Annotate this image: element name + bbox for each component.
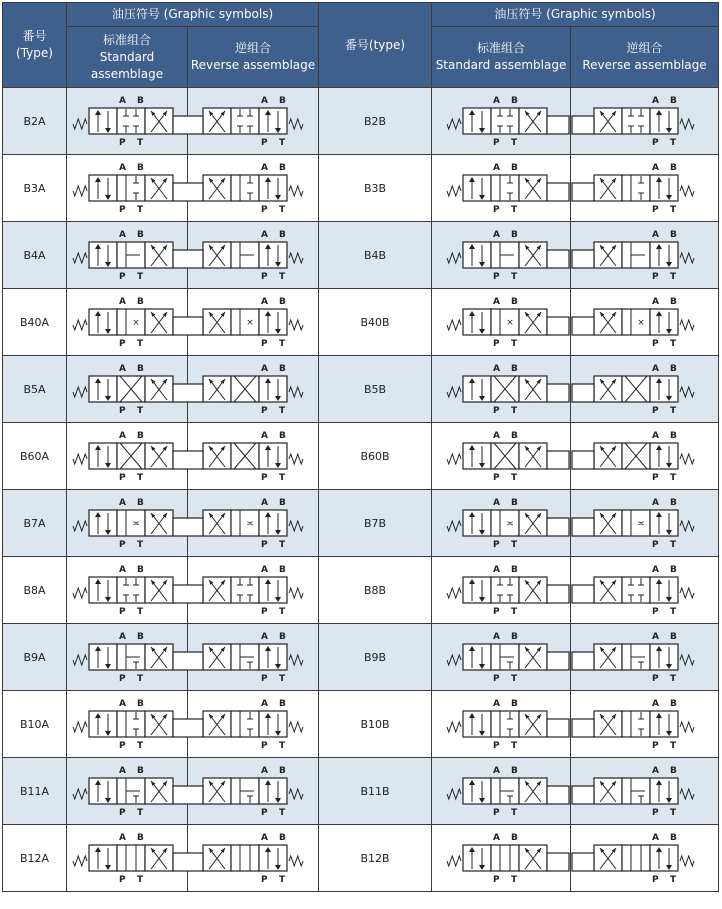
svg-text:B: B [670, 96, 677, 106]
reverse-header-right-text: 逆组合 Reverse assemblage [582, 41, 707, 72]
svg-text:A: A [652, 833, 659, 843]
standard-symbol [67, 356, 188, 423]
svg-text:B: B [511, 699, 518, 709]
svg-text:T: T [511, 875, 518, 885]
reverse-symbol [188, 356, 319, 423]
svg-text:A: A [493, 498, 500, 508]
standard-symbol [432, 557, 571, 624]
standard-symbol [432, 155, 571, 222]
type-code-right: B4B [319, 222, 432, 289]
svg-text:A: A [652, 565, 659, 575]
svg-text:A: A [493, 565, 500, 575]
svg-text:P: P [261, 607, 268, 617]
svg-text:P: P [493, 741, 500, 751]
table-row [3, 88, 719, 155]
svg-text:T: T [279, 674, 286, 684]
reverse-symbol [188, 825, 319, 892]
svg-text:A: A [652, 230, 659, 240]
type-code-left: B9A [3, 624, 67, 691]
svg-text:T: T [511, 540, 518, 550]
reverse-symbol [188, 490, 319, 557]
svg-text:A: A [261, 766, 268, 776]
svg-text:B: B [511, 297, 518, 307]
standard-symbol [67, 624, 188, 691]
svg-text:P: P [119, 272, 126, 282]
svg-text:A: A [493, 230, 500, 240]
svg-text:B: B [279, 699, 286, 709]
reverse-symbol [571, 289, 719, 356]
type-header-left [3, 3, 67, 88]
type-code-right: B7B [319, 490, 432, 557]
svg-text:T: T [670, 540, 677, 550]
svg-text:B: B [511, 565, 518, 575]
svg-text:P: P [493, 205, 500, 215]
svg-text:T: T [511, 406, 518, 416]
svg-text:A: A [493, 766, 500, 776]
svg-text:T: T [279, 741, 286, 751]
svg-text:B: B [279, 297, 286, 307]
svg-text:P: P [261, 138, 268, 148]
svg-text:T: T [670, 875, 677, 885]
type-code-left: B10A [3, 691, 67, 758]
svg-text:P: P [261, 540, 268, 550]
svg-text:A: A [119, 297, 126, 307]
svg-text:T: T [279, 607, 286, 617]
svg-text:T: T [137, 741, 144, 751]
svg-text:≍: ≍ [506, 519, 514, 529]
svg-text:P: P [119, 406, 126, 416]
type-code-left: B2A [3, 88, 67, 155]
reverse-symbol [571, 88, 719, 155]
svg-text:T: T [511, 473, 518, 483]
type-code-right: B11B [319, 758, 432, 825]
svg-text:A: A [493, 632, 500, 642]
type-code-left: B11A [3, 758, 67, 825]
svg-text:B: B [279, 565, 286, 575]
type-code-right: B40B [319, 289, 432, 356]
svg-text:T: T [137, 473, 144, 483]
svg-text:A: A [493, 163, 500, 173]
svg-text:B: B [279, 632, 286, 642]
standard-header-right-text: 标准组合 Standard assemblage [435, 41, 567, 72]
svg-text:T: T [670, 205, 677, 215]
svg-text:A: A [652, 498, 659, 508]
svg-text:P: P [119, 540, 126, 550]
svg-text:P: P [652, 473, 659, 483]
svg-text:B: B [511, 230, 518, 240]
svg-text:T: T [279, 272, 286, 282]
svg-text:A: A [261, 297, 268, 307]
svg-text:P: P [493, 674, 500, 684]
svg-text:A: A [261, 833, 268, 843]
table-row [3, 222, 719, 289]
svg-text:A: A [493, 297, 500, 307]
svg-text:B: B [670, 565, 677, 575]
standard-symbol [67, 825, 188, 892]
svg-text:A: A [119, 431, 126, 441]
svg-text:B: B [279, 766, 286, 776]
table-row [3, 557, 719, 624]
svg-text:T: T [670, 138, 677, 148]
standard-symbol [67, 758, 188, 825]
svg-text:B: B [279, 163, 286, 173]
svg-text:≍: ≍ [637, 519, 645, 529]
svg-text:T: T [137, 205, 144, 215]
svg-text:T: T [511, 205, 518, 215]
svg-text:B: B [279, 431, 286, 441]
svg-text:B: B [670, 230, 677, 240]
reverse-symbol [188, 88, 319, 155]
svg-text:B: B [511, 632, 518, 642]
table-row [3, 758, 719, 825]
svg-text:T: T [670, 808, 677, 818]
svg-text:P: P [261, 875, 268, 885]
type-code-left: B7A [3, 490, 67, 557]
type-code-left: B8A [3, 557, 67, 624]
svg-text:P: P [652, 205, 659, 215]
svg-text:B: B [670, 699, 677, 709]
table-row [3, 423, 719, 490]
svg-text:B: B [137, 431, 144, 441]
svg-text:P: P [652, 674, 659, 684]
reverse-symbol [571, 155, 719, 222]
standard-symbol [67, 222, 188, 289]
svg-text:A: A [652, 163, 659, 173]
reverse-symbol [188, 624, 319, 691]
svg-text:T: T [137, 808, 144, 818]
svg-text:B: B [670, 766, 677, 776]
svg-text:P: P [493, 272, 500, 282]
svg-text:×: × [246, 318, 254, 328]
standard-symbol [432, 289, 571, 356]
svg-text:B: B [137, 632, 144, 642]
svg-text:A: A [119, 699, 126, 709]
svg-text:P: P [261, 339, 268, 349]
svg-text:T: T [137, 607, 144, 617]
reverse-symbol [571, 557, 719, 624]
svg-text:T: T [511, 607, 518, 617]
svg-text:A: A [652, 632, 659, 642]
svg-text:T: T [279, 406, 286, 416]
svg-text:A: A [493, 699, 500, 709]
reverse-header-right [571, 27, 719, 88]
svg-text:P: P [119, 138, 126, 148]
svg-text:A: A [119, 96, 126, 106]
standard-symbol [432, 691, 571, 758]
type-code-right: B10B [319, 691, 432, 758]
svg-text:T: T [511, 339, 518, 349]
type-code-left: B12A [3, 825, 67, 892]
standard-symbol [67, 289, 188, 356]
svg-text:A: A [652, 297, 659, 307]
svg-text:P: P [261, 741, 268, 751]
svg-text:B: B [511, 163, 518, 173]
type-code-right: B9B [319, 624, 432, 691]
svg-text:×: × [132, 318, 140, 328]
svg-text:T: T [511, 272, 518, 282]
svg-text:T: T [137, 875, 144, 885]
svg-text:P: P [493, 607, 500, 617]
reverse-symbol [188, 155, 319, 222]
type-header-left-text: 番号 (Type) [16, 29, 53, 60]
svg-text:A: A [261, 498, 268, 508]
standard-symbol [67, 88, 188, 155]
svg-text:B: B [511, 364, 518, 374]
svg-text:P: P [119, 875, 126, 885]
svg-text:T: T [137, 540, 144, 550]
svg-text:T: T [511, 138, 518, 148]
svg-text:P: P [493, 473, 500, 483]
svg-text:A: A [261, 431, 268, 441]
svg-text:P: P [119, 339, 126, 349]
svg-text:T: T [670, 272, 677, 282]
svg-text:A: A [261, 565, 268, 575]
svg-text:T: T [279, 540, 286, 550]
svg-text:A: A [261, 96, 268, 106]
svg-text:P: P [652, 272, 659, 282]
svg-text:T: T [279, 339, 286, 349]
svg-text:A: A [652, 96, 659, 106]
table-row [3, 356, 719, 423]
reverse-symbol [571, 691, 719, 758]
svg-text:B: B [137, 565, 144, 575]
svg-text:T: T [137, 406, 144, 416]
standard-symbol [67, 557, 188, 624]
standard-symbol [67, 490, 188, 557]
svg-text:B: B [137, 364, 144, 374]
svg-text:T: T [279, 205, 286, 215]
svg-text:T: T [670, 741, 677, 751]
svg-text:B: B [670, 163, 677, 173]
svg-text:P: P [261, 473, 268, 483]
svg-text:B: B [511, 833, 518, 843]
svg-text:P: P [493, 406, 500, 416]
standard-symbol [432, 222, 571, 289]
svg-text:×: × [506, 318, 514, 328]
svg-text:≍: ≍ [132, 519, 140, 529]
svg-text:T: T [279, 138, 286, 148]
svg-text:A: A [119, 230, 126, 240]
svg-text:T: T [670, 674, 677, 684]
svg-text:B: B [279, 96, 286, 106]
svg-text:A: A [261, 230, 268, 240]
svg-text:A: A [119, 163, 126, 173]
svg-text:A: A [119, 364, 126, 374]
svg-text:P: P [261, 674, 268, 684]
type-code-right: B60B [319, 423, 432, 490]
standard-header-left [67, 27, 188, 88]
svg-text:B: B [137, 230, 144, 240]
svg-text:P: P [652, 875, 659, 885]
svg-text:P: P [493, 540, 500, 550]
table-row [3, 155, 719, 222]
svg-text:T: T [279, 808, 286, 818]
svg-text:P: P [493, 339, 500, 349]
type-code-right: B5B [319, 356, 432, 423]
svg-text:A: A [119, 632, 126, 642]
svg-text:B: B [137, 498, 144, 508]
standard-header-left-text: 标准组合 Standard assemblage [90, 32, 164, 81]
table-row [3, 825, 719, 892]
svg-text:P: P [493, 875, 500, 885]
reverse-symbol [571, 423, 719, 490]
reverse-symbol [188, 758, 319, 825]
svg-text:B: B [137, 833, 144, 843]
svg-text:B: B [511, 498, 518, 508]
type-code-right: B2B [319, 88, 432, 155]
svg-text:B: B [137, 96, 144, 106]
standard-symbol [432, 490, 571, 557]
svg-text:P: P [652, 741, 659, 751]
group-title-right: 油压符号 (Graphic symbols) [432, 3, 719, 27]
svg-text:T: T [137, 339, 144, 349]
reverse-symbol [571, 356, 719, 423]
svg-text:B: B [670, 431, 677, 441]
svg-text:P: P [261, 808, 268, 818]
svg-text:P: P [119, 741, 126, 751]
svg-text:T: T [511, 741, 518, 751]
svg-text:A: A [652, 699, 659, 709]
svg-text:A: A [119, 833, 126, 843]
standard-symbol [67, 155, 188, 222]
svg-text:B: B [670, 498, 677, 508]
svg-text:P: P [652, 808, 659, 818]
standard-symbol [432, 624, 571, 691]
svg-text:A: A [493, 364, 500, 374]
svg-text:B: B [279, 230, 286, 240]
svg-text:T: T [670, 473, 677, 483]
type-code-left: B4A [3, 222, 67, 289]
standard-symbol [432, 423, 571, 490]
svg-text:A: A [652, 431, 659, 441]
svg-text:A: A [652, 766, 659, 776]
svg-text:T: T [279, 875, 286, 885]
type-code-left: B5A [3, 356, 67, 423]
svg-text:A: A [261, 699, 268, 709]
svg-text:B: B [670, 833, 677, 843]
standard-symbol [432, 825, 571, 892]
table-row [3, 624, 719, 691]
table-row [3, 691, 719, 758]
svg-text:A: A [493, 833, 500, 843]
reverse-symbol [188, 423, 319, 490]
svg-text:≍: ≍ [246, 519, 254, 529]
svg-text:A: A [652, 364, 659, 374]
svg-text:T: T [511, 808, 518, 818]
svg-text:A: A [119, 565, 126, 575]
reverse-symbol [188, 222, 319, 289]
svg-text:A: A [493, 96, 500, 106]
svg-text:P: P [119, 808, 126, 818]
reverse-symbol [571, 490, 719, 557]
standard-symbol [67, 691, 188, 758]
reverse-header-left [188, 27, 319, 88]
reverse-symbol [571, 624, 719, 691]
standard-header-right [432, 27, 571, 88]
svg-text:P: P [261, 205, 268, 215]
symbol-rows [3, 88, 719, 892]
svg-text:B: B [670, 632, 677, 642]
type-code-right: B3B [319, 155, 432, 222]
svg-text:T: T [137, 272, 144, 282]
standard-symbol [432, 88, 571, 155]
svg-text:P: P [119, 205, 126, 215]
type-code-right: B12B [319, 825, 432, 892]
svg-text:P: P [652, 406, 659, 416]
reverse-symbol [571, 825, 719, 892]
reverse-symbol [188, 557, 319, 624]
svg-text:B: B [511, 96, 518, 106]
svg-text:B: B [137, 163, 144, 173]
type-header-right: 番号(type) [319, 3, 432, 88]
svg-text:T: T [511, 674, 518, 684]
svg-text:A: A [261, 364, 268, 374]
group-title-left: 油压符号 (Graphic symbols) [67, 3, 319, 27]
svg-text:A: A [261, 632, 268, 642]
svg-text:B: B [137, 766, 144, 776]
reverse-symbol [571, 758, 719, 825]
svg-text:A: A [119, 498, 126, 508]
graphic-symbols-table [2, 2, 719, 892]
svg-text:B: B [670, 297, 677, 307]
svg-text:T: T [670, 406, 677, 416]
svg-text:P: P [493, 808, 500, 818]
svg-text:P: P [119, 674, 126, 684]
svg-text:P: P [119, 607, 126, 617]
svg-text:P: P [652, 339, 659, 349]
svg-text:P: P [261, 406, 268, 416]
standard-symbol [432, 758, 571, 825]
svg-text:T: T [670, 607, 677, 617]
svg-text:B: B [511, 766, 518, 776]
svg-text:P: P [119, 473, 126, 483]
reverse-symbol [571, 222, 719, 289]
table-row [3, 490, 719, 557]
svg-text:A: A [119, 766, 126, 776]
reverse-symbol [188, 289, 319, 356]
svg-text:B: B [279, 833, 286, 843]
reverse-symbol [188, 691, 319, 758]
type-code-left: B60A [3, 423, 67, 490]
svg-text:A: A [493, 431, 500, 441]
svg-text:B: B [137, 699, 144, 709]
standard-symbol [67, 423, 188, 490]
type-code-left: B3A [3, 155, 67, 222]
svg-text:P: P [493, 138, 500, 148]
reverse-header-left-text: 逆组合 Reverse assemblage [190, 41, 316, 72]
svg-text:B: B [670, 364, 677, 374]
svg-text:B: B [279, 364, 286, 374]
table-row [3, 289, 719, 356]
svg-text:P: P [652, 540, 659, 550]
svg-text:×: × [637, 318, 645, 328]
svg-text:B: B [279, 498, 286, 508]
type-code-left: B40A [3, 289, 67, 356]
svg-text:P: P [261, 272, 268, 282]
svg-text:B: B [511, 431, 518, 441]
type-code-right: B8B [319, 557, 432, 624]
svg-text:A: A [261, 163, 268, 173]
svg-text:T: T [137, 138, 144, 148]
standard-symbol [432, 356, 571, 423]
svg-text:P: P [652, 607, 659, 617]
svg-text:P: P [652, 138, 659, 148]
svg-text:T: T [670, 339, 677, 349]
svg-text:B: B [137, 297, 144, 307]
svg-text:T: T [137, 674, 144, 684]
svg-text:T: T [279, 473, 286, 483]
